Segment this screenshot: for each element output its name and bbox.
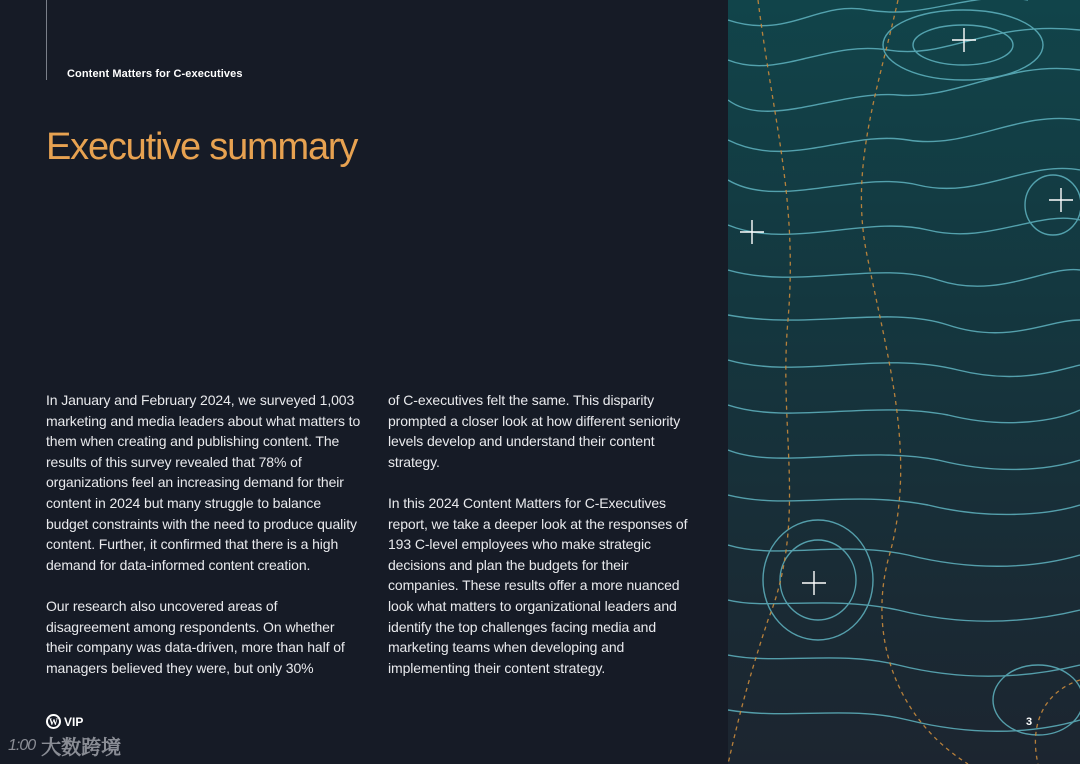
wpvip-logo [46, 714, 83, 729]
paragraph: of C-executives felt the same. This disparity prompted a closer look at how different seniority levels develop and understand their content strategy. [388, 392, 681, 470]
topographic-artwork [728, 0, 1080, 764]
header-rule [46, 0, 47, 80]
body-column-1 [46, 390, 361, 678]
watermark-text: 大数跨境 [41, 737, 122, 759]
watermark [8, 731, 121, 760]
paragraph: In this 2024 Content Matters for C-Executives report, we take a deeper look at the responses of 193 C-level employees who make strategic decisions and plan the budgets for their companies. These results offer a more nuanced look what matters to organizational leaders and identify the top challenges facing media and marketing teams when developing and implementing their content strategy. [388, 494, 688, 676]
crosshair-markers [740, 28, 1073, 595]
paragraph: Our research also uncovered areas of disagreement among respondents. On whether their company was data-driven, more than half of managers believed they were, but only 30% [46, 597, 345, 676]
page-title: Executive summary [46, 126, 358, 168]
wordpress-icon: W [46, 714, 61, 729]
page-number: 3 [1026, 716, 1033, 728]
watermark-mark: 1:00 [8, 736, 36, 754]
paragraph: In January and February 2024, we surveyed 1,003 marketing and media leaders about what matters to them when creating and publishing content. The results of this survey revealed that 78% of organizations feel an increasing demand for their content in 2024 but many struggle to balance budget constraints with the need to produce quality content. Further, it confirmed that there is a high demand for data-informed content creation. [46, 392, 361, 573]
logo-text: VIP [64, 714, 84, 729]
contour-map-illustration [728, 0, 1080, 764]
running-header: Content Matters for C-executives [67, 68, 243, 80]
body-column-2 [388, 390, 698, 678]
